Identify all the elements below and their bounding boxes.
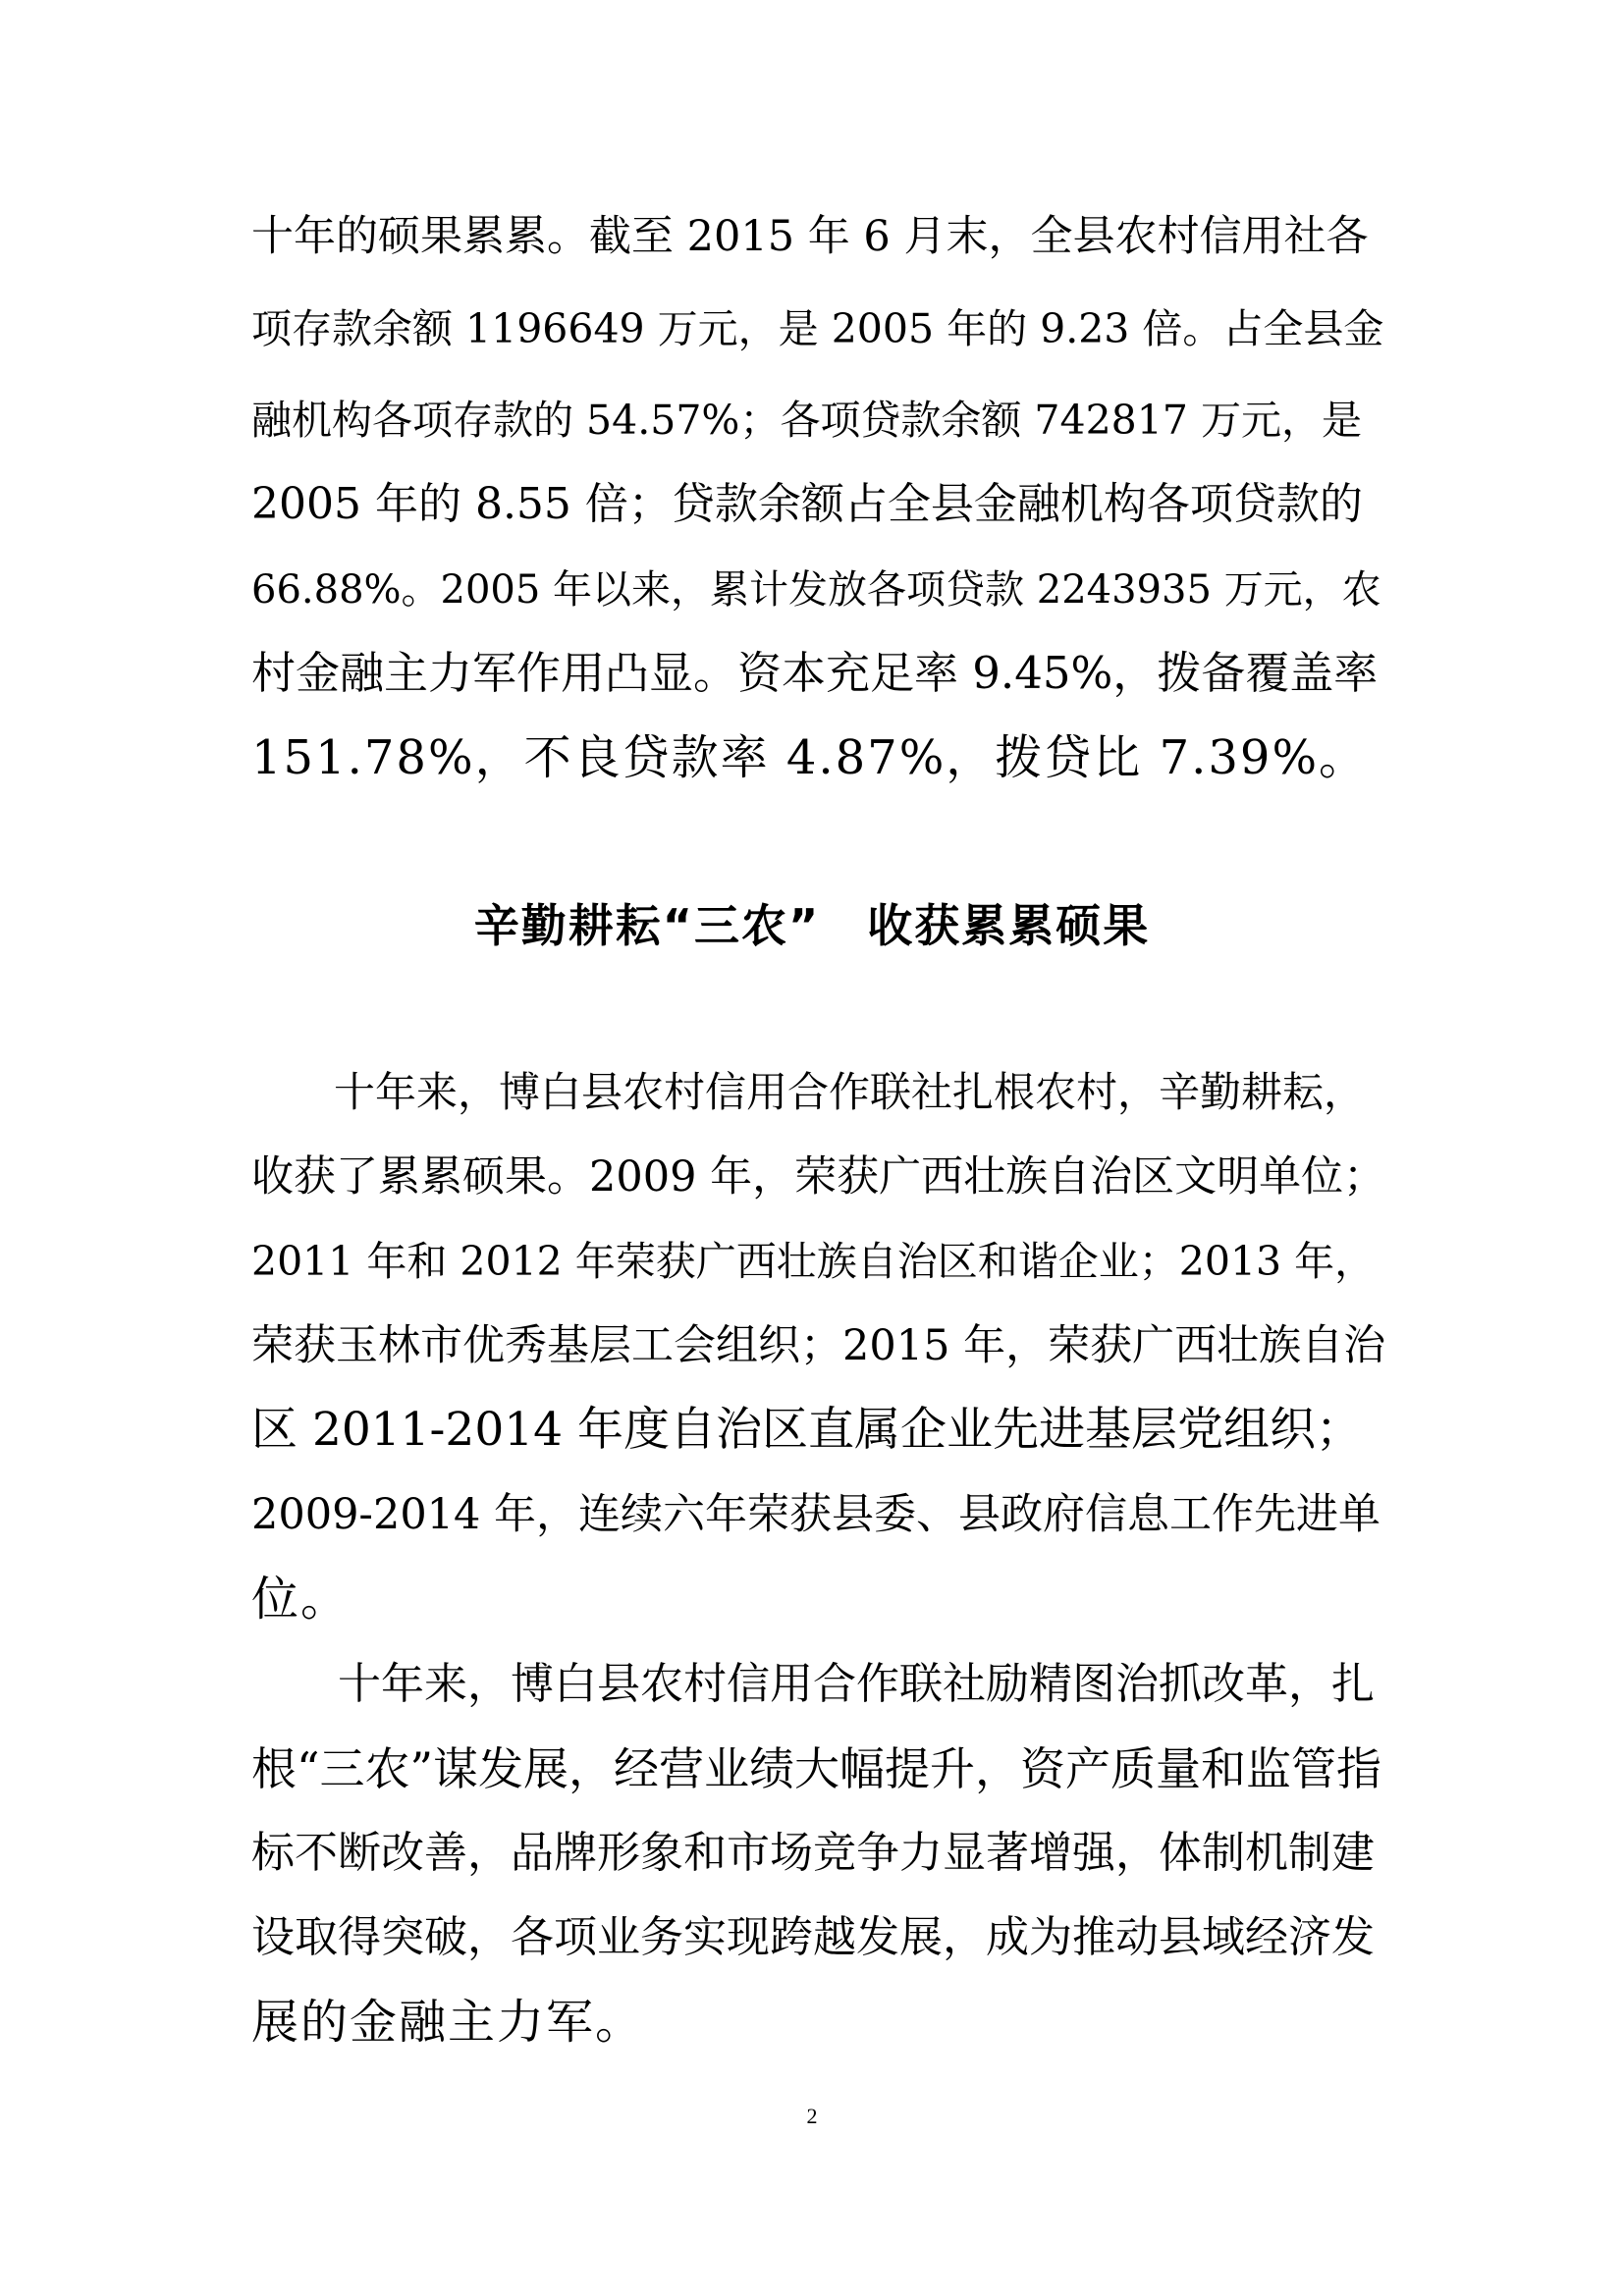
paragraph-1-line: 151.78%，不良贷款率 4.87%，拨贷比 7.39%。 (251, 730, 1369, 785)
paragraph-2-line: 2009-2014 年，连续六年荣获县委、县政府信息工作先进单 (251, 1490, 1381, 1539)
paragraph-3-line: 十年来，博白县农村信用合作联社励精图治抓改革，扎 (251, 1659, 1375, 1709)
paragraph-2-line: 区 2011-2014 年度自治区直属企业先进基层党组织； (251, 1403, 1362, 1457)
paragraph-2-line: 十年来，博白县农村信用合作联社扎根农村，辛勤耕耘， (251, 1068, 1366, 1116)
page-number: 2 (806, 2104, 818, 2128)
paragraph-1-line: 村金融主力军作用凸显。资本充足率 9.45%，拨备覆盖率 (251, 647, 1379, 699)
paragraph-1-line: 2005 年的 8.55 倍；贷款余额占全县金融机构各项贷款的 (251, 479, 1363, 529)
paragraph-3-line: 标不断改善，品牌形象和市场竞争力显著增强，体制机制建 (251, 1828, 1375, 1878)
paragraph-3-line: 根“三农”谋发展，经营业绩大幅提升，资产质量和监管指 (251, 1742, 1382, 1795)
paragraph-1-line: 项存款余额 1196649 万元，是 2005 年的 9.23 倍。占全县金 (251, 305, 1384, 352)
paragraph-3-line: 设取得突破，各项业务实现跨越发展，成为推动县域经济发 (251, 1912, 1375, 1962)
paragraph-2-line: 收获了累累硕果。2009 年，荣获广西壮族自治区文明单位； (251, 1152, 1386, 1201)
paragraph-3-line: 展的金融主力军。 (251, 1995, 645, 2050)
paragraph-2-line: 位。 (251, 1572, 351, 1627)
paragraph-1-line: 融机构各项存款的 54.57%；各项贷款余额 742817 万元，是 (251, 397, 1362, 444)
paragraph-1-line: 十年的硕果累累。截至 2015 年 6 月末，全县农村信用社各 (251, 212, 1369, 261)
paragraph-2-line: 荣获玉林市优秀基层工会组织；2015 年，荣获广西壮族自治 (251, 1321, 1386, 1370)
paragraph-2-line: 2011 年和 2012 年荣获广西壮族自治区和谐企业；2013 年， (251, 1238, 1376, 1285)
paragraph-1-line: 66.88%。2005 年以来，累计发放各项贷款 2243935 万元，农 (251, 567, 1381, 613)
section-heading: 辛勤耕耘“三农” 收获累累硕果 (473, 899, 1151, 952)
